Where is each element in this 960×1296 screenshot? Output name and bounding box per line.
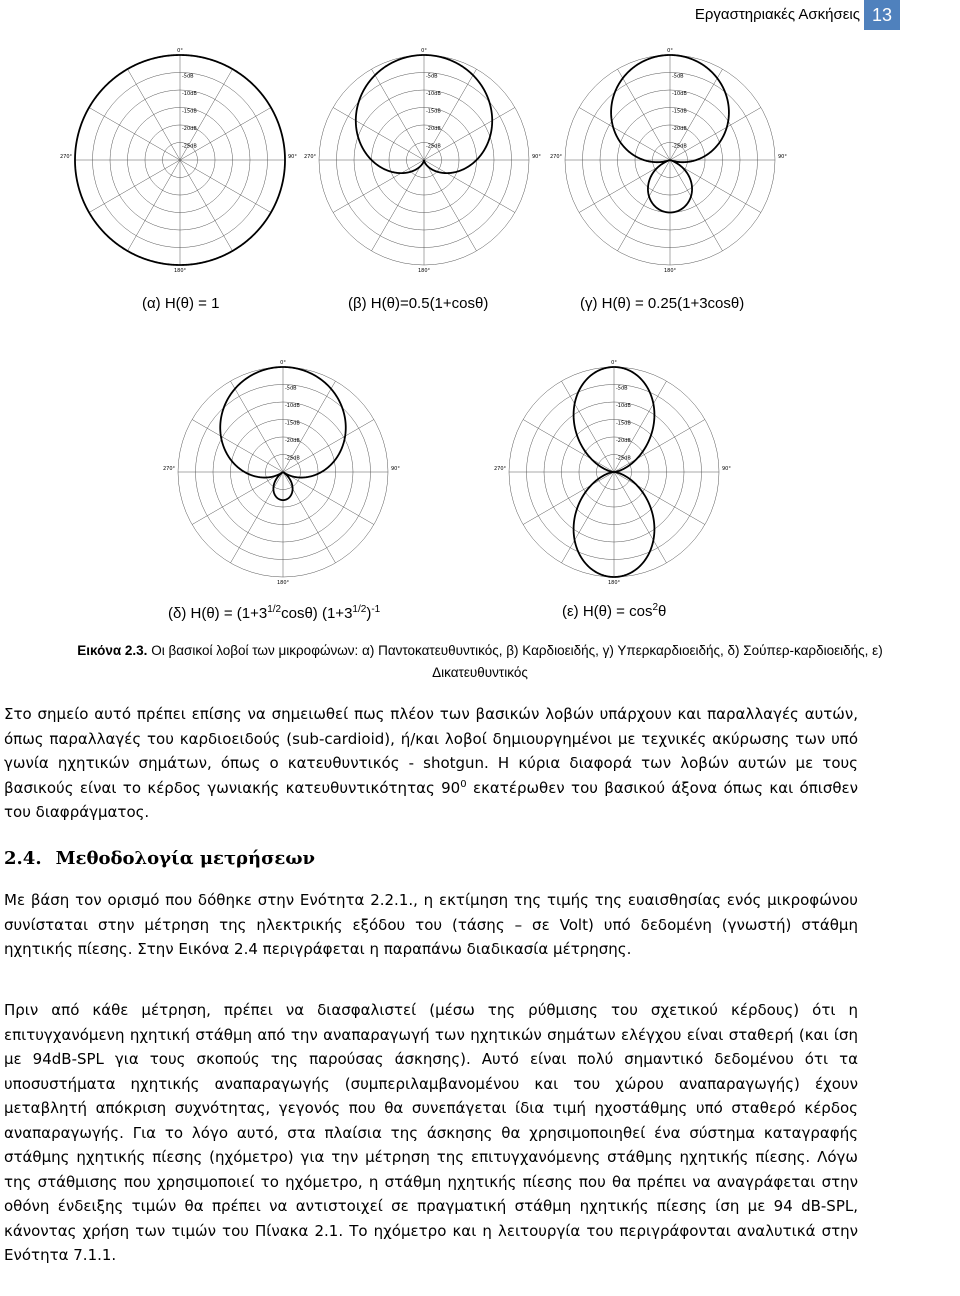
page-number: 13	[864, 0, 900, 30]
ring-label: -10dB	[182, 91, 197, 97]
polar-chart-b	[304, 40, 544, 280]
grid-spoke	[618, 69, 671, 160]
ring-label: -15dB	[285, 420, 300, 427]
page-header	[0, 0, 960, 30]
grid-spoke	[562, 381, 615, 472]
grid-spoke	[180, 108, 271, 161]
grid-spoke	[372, 69, 425, 160]
angle-label: 270°	[59, 154, 72, 160]
angle-label: 270°	[303, 154, 316, 160]
caption-c: (γ) H(θ) = 0.25(1+3cosθ)	[580, 295, 745, 312]
grid-spoke	[333, 108, 424, 161]
paragraph-2: Με βάση τον ορισμό που δόθηκε στην Ενότητα 2.2.1., η εκτίμηση της τιμής της ευαισθησίας ενός μικροφώνου συνίσταται στην μέτρηση της ηλεκτρικής εξόδου του (τάσης – σε Volt) υπό δεδομένη (γνωστή) στάθμη ηχητικής πίεσης. Στην Εικόνα 2.4 περιγράφεται η παραπάνω διαδικασία μέτρησης.	[4, 891, 858, 958]
grid-spoke	[614, 472, 667, 563]
angle-label: 90°	[391, 466, 400, 472]
angle-label: 0°	[421, 48, 427, 54]
angle-label: 0°	[177, 48, 183, 54]
ring-label: -25dB	[285, 455, 300, 462]
grid-spoke	[579, 108, 670, 161]
grid-spoke	[670, 160, 723, 251]
angle-label: 90°	[532, 154, 541, 160]
grid-spoke	[192, 420, 283, 473]
ring-label: -5dB	[672, 73, 684, 80]
polar-chart-c	[550, 40, 790, 280]
angle-label: 180°	[607, 580, 621, 586]
polar-chart-a	[60, 40, 300, 280]
angle-label: 180°	[276, 580, 290, 586]
grid-spoke	[89, 160, 180, 213]
ring-label: -15dB	[182, 108, 197, 115]
angle-label: 180°	[417, 268, 431, 274]
grid-spoke	[424, 160, 515, 213]
ring-label: -15dB	[616, 420, 631, 427]
ring-label: -20dB	[426, 126, 441, 132]
grid-spoke	[231, 381, 284, 472]
ring-label: -25dB	[426, 143, 441, 150]
grid-spoke	[618, 160, 671, 251]
angle-label: 0°	[611, 360, 617, 366]
grid-spoke	[614, 420, 705, 473]
grid-spoke	[614, 472, 705, 525]
angle-label: 270°	[549, 154, 562, 160]
section-title: Μεθοδολογία μετρήσεων	[55, 848, 315, 869]
grid-spoke	[128, 69, 181, 160]
polar-chart-d	[163, 352, 403, 592]
figure-caption	[40, 640, 920, 684]
figure-label: Εικόνα 2.3.	[77, 643, 148, 658]
angle-label: 0°	[280, 360, 286, 366]
ring-label: -15dB	[426, 108, 441, 115]
section-heading	[4, 848, 329, 869]
grid-spoke	[670, 108, 761, 161]
angle-label: 90°	[288, 154, 297, 160]
ring-label: -15dB	[672, 108, 687, 115]
angle-label: 0°	[667, 48, 673, 54]
angle-label: 90°	[778, 154, 787, 160]
grid-spoke	[180, 160, 271, 213]
angle-label: 270°	[493, 466, 506, 472]
grid-spoke	[523, 420, 614, 473]
ring-label: -20dB	[616, 438, 631, 444]
grid-spoke	[283, 472, 374, 525]
ring-label: -20dB	[182, 126, 197, 132]
figure-text: Οι βασικοί λοβοί των μικροφώνων: α) Παντοκατευθυντικός, β) Καρδιοειδής, γ) Υπερκαρδιοειδής, δ) Σούπερ-καρδιοειδής, ε) Δικατευθυντικός	[151, 643, 883, 680]
angle-label: 90°	[722, 466, 731, 472]
ring-label: -10dB	[616, 403, 631, 409]
grid-spoke	[128, 160, 181, 251]
angle-label: 180°	[173, 268, 187, 274]
paragraph-3: Πριν από κάθε μέτρηση, πρέπει να διασφαλιστεί (μέσω της ρύθμισης του σχετικού κέρδους) ότι η επιτυγχανόμενη ηχητική στάθμη από την αναπαραγωγή των ηχητικών σημάτων ελέγχου είναι σταθερή (και ίση με 94dB-SPL για τους σκοπούς της παρούσας άσκησης). Αυτό είναι πολύ σημαντικό δεδομένου ότι τα υποσυστήματα ηχητικής αναπαραγωγής (συμπεριλαμβανομένου και του χώρου αναπαραγωγής) έχουν μεταβλητή απόκριση συχνότητας, γεγονός που θα συνεπάγεται ίδια τιμή ηχοστάθμης υπό σταθερό κέρδος αναπαραγωγής. Για το λόγο αυτό, στα πλαίσια της άσκησης θα χρησιμοποιηθεί ένα σύστημα καταγραφής στάθμης ηχητικής πίεσης (ηχόμετρο) για την μέτρηση της επιτυγχανόμενης στάθμης ηχητικής πίεσης. Λόγω της στάθμισης που χρησιμοποιεί το ηχόμετρο, η στάθμη ηχητικής πίεσης που θα πρέπει να αναγράφεται στην οθόνη ένδειξης τιμών θα πρέπει να αντιστοιχεί σε πραγματική στάθμη ηχητικής πίεσης ίση με 94 dB-SPL, κάνοντας χρήση των τιμών του Πίνακα 2.1. Το ηχόμετρο και η λειτουργία του περιγράφονται αναλυτικά στην Ενότητα 7.1.1.	[4, 1001, 858, 1264]
paragraph-1: Στο σημείο αυτό πρέπει επίσης να σημειωθεί πως πλέον των βασικών λοβών υπάρχουν και παραλλαγές αυτών, όπως παραλλαγές του καρδιοειδούς (sub-cardioid), ή/και λοβοί δημιουργημένοι με τεχνικές ακύρωσης των υπό γωνία ηχητικών σημάτων, όπως ο κατευθυντικός - shotgun. Η κύρια διαφορά των λοβών αυτών με τους βασικούς είναι το κέρδος γωνιακής κατευθυντικότητας $90^0$ εκατέρωθεν του βασικού άξονα όπως και όπισθεν του διαφράγματος.	[4, 705, 858, 821]
grid-spoke	[192, 472, 283, 525]
grid-spoke	[424, 108, 515, 161]
ring-label: -25dB	[616, 455, 631, 462]
angle-label: 180°	[663, 268, 677, 274]
ring-label: -10dB	[672, 91, 687, 97]
grid-spoke	[333, 160, 424, 213]
section-number: 2.4.	[4, 848, 42, 869]
caption-d: (δ) $H(\theta) = (1+3^{1/2}\cos\theta)$ $(1+3^{1/2})^{-1}$	[168, 604, 381, 622]
grid-spoke	[562, 472, 615, 563]
grid-spoke	[523, 472, 614, 525]
ring-label: -5dB	[182, 73, 194, 80]
header-title: Εργαστηριακές Ασκήσεις	[694, 6, 860, 23]
ring-label: -20dB	[672, 126, 687, 132]
angle-label: 270°	[162, 466, 175, 472]
ring-label: -10dB	[285, 403, 300, 409]
ring-label: -25dB	[182, 143, 197, 150]
grid-spoke	[180, 160, 233, 251]
grid-spoke	[283, 420, 374, 473]
ring-label: -5dB	[616, 385, 628, 392]
ring-label: -25dB	[672, 143, 687, 150]
caption-a: (α) H(θ) = 1	[142, 295, 220, 312]
caption-e: (ε) $H(\theta) = \cos^2\theta$	[562, 602, 667, 620]
ring-label: -5dB	[426, 73, 438, 80]
grid-spoke	[89, 108, 180, 161]
ring-label: -10dB	[426, 91, 441, 97]
grid-spoke	[231, 472, 284, 563]
grid-spoke	[283, 472, 336, 563]
caption-b: (β) H(θ)=0.5(1+cosθ)	[348, 295, 489, 312]
ring-label: -20dB	[285, 438, 300, 444]
ring-label: -5dB	[285, 385, 297, 392]
polar-chart-e	[494, 352, 734, 592]
